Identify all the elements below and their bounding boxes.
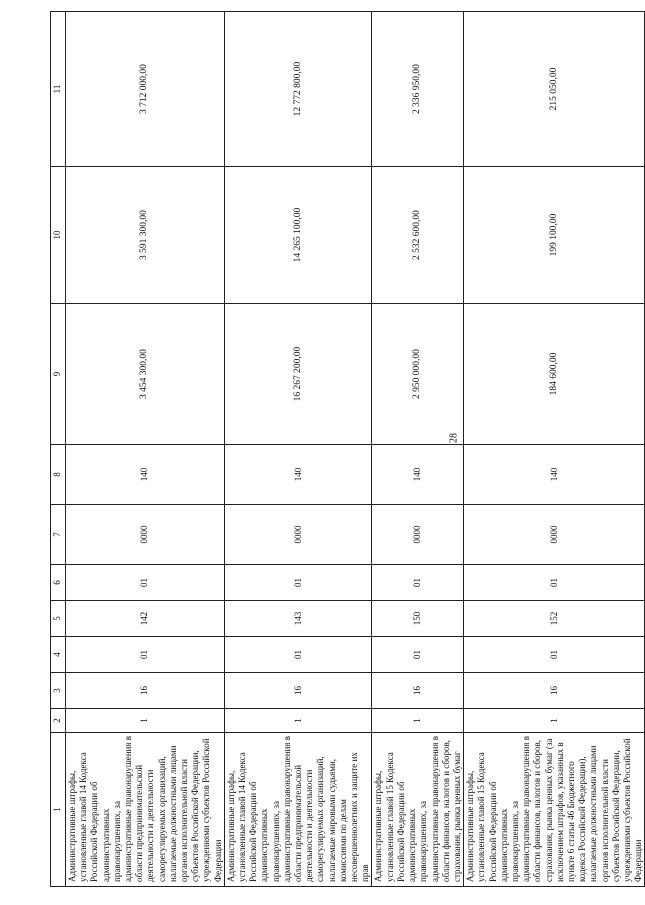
- code-cell: 0000: [464, 505, 645, 565]
- header-cell: 4: [51, 637, 66, 673]
- code-cell: 0000: [224, 505, 372, 565]
- code-cell: 0000: [372, 505, 464, 565]
- code-cell: 140: [224, 445, 372, 505]
- amount-cell: 2 950 000,00: [372, 304, 464, 445]
- amount-cell: 3 712 000,00: [66, 12, 225, 167]
- code-cell: 01: [66, 565, 225, 601]
- header-cell: 1: [51, 733, 66, 887]
- amount-cell: 2 532 600,00: [372, 167, 464, 304]
- revenue-description: Административные штрафы, установленные главой 14 Кодекса Российской Федерации об административных правонарушениях, за административные правонарушения в области предпринимательской деятельности и деятельности саморегулируемых организаций, налагаемые мировыми судьями, комиссиями по делам несовершеннолетних и защите их прав: [224, 733, 372, 887]
- amount-cell: 16 267 200,00: [224, 304, 372, 445]
- header-cell: 8: [51, 445, 66, 505]
- column-number-header-row: [51, 12, 66, 887]
- code-cell: 01: [66, 637, 225, 673]
- code-cell: 01: [464, 637, 645, 673]
- code-cell: 01: [464, 565, 645, 601]
- table-row: [372, 12, 464, 887]
- amount-cell: 184 600,00: [464, 304, 645, 445]
- header-cell: 6: [51, 565, 66, 601]
- header-cell: 7: [51, 505, 66, 565]
- amount-cell: 199 100,00: [464, 167, 645, 304]
- header-cell: 3: [51, 673, 66, 709]
- code-cell: 01: [224, 637, 372, 673]
- page-number: 28: [448, 433, 460, 443]
- amount-cell: 3 591 300,00: [66, 167, 225, 304]
- table-row: [224, 12, 372, 887]
- code-cell: 01: [372, 637, 464, 673]
- revenue-description: Административные штрафы, установленные главой 14 Кодекса Российской Федерации об административных правонарушениях, за административные правонарушения в области предпринимательской деятельности и деятельности саморегулируемых организаций, налагаемые должностными лицами органов исполнительной власти субъектов Российской Федерации, учреждениями субъектов Российской Федерации: [66, 733, 225, 887]
- code-cell: 01: [372, 565, 464, 601]
- header-cell: 10: [51, 167, 66, 304]
- code-cell: 143: [224, 601, 372, 637]
- table-row: [66, 12, 225, 887]
- code-cell: 1: [372, 709, 464, 733]
- header-cell: 11: [51, 12, 66, 167]
- table-row: [464, 12, 645, 887]
- amount-cell: 215 050,00: [464, 12, 645, 167]
- revenue-description: Административные штрафы, установленные главой 15 Кодекса Российской Федерации об административных правонарушениях, за административные правонарушения в области финансов, налогов и сборов, страхования, рынка ценных бумаг (за исключением штрафов, указанных в пункте 6 статьи 46 Бюджетного кодекса Российской Федерации), налагаемые должностными лицами органов исполнительной власти субъектов Российской Федерации, учреждениями субъектов Российской Федерации: [464, 733, 645, 887]
- code-cell: 150: [372, 601, 464, 637]
- code-cell: 16: [66, 673, 225, 709]
- amount-cell: 2 336 950,00: [372, 12, 464, 167]
- header-cell: 9: [51, 304, 66, 445]
- code-cell: 1: [464, 709, 645, 733]
- code-cell: 16: [224, 673, 372, 709]
- amount-cell: 12 772 800,00: [224, 12, 372, 167]
- code-cell: 01: [224, 565, 372, 601]
- code-cell: 1: [66, 709, 225, 733]
- code-cell: 0000: [66, 505, 225, 565]
- code-cell: 152: [464, 601, 645, 637]
- revenue-description: Административные штрафы, установленные главой 15 Кодекса Российской Федерации об административных правонарушениях, за административные правонарушения в области финансов, налогов и сборов, страхования, рынка ценных бумаг: [372, 733, 464, 887]
- amount-cell: 3 454 300,00: [66, 304, 225, 445]
- header-cell: 2: [51, 709, 66, 733]
- code-cell: 16: [372, 673, 464, 709]
- amount-cell: 14 265 100,00: [224, 167, 372, 304]
- code-cell: 1: [224, 709, 372, 733]
- code-cell: 140: [464, 445, 645, 505]
- code-cell: 140: [66, 445, 225, 505]
- code-cell: 16: [464, 673, 645, 709]
- budget-revenue-table: [50, 11, 645, 887]
- code-cell: 142: [66, 601, 225, 637]
- rotated-table-wrapper: [50, 12, 644, 887]
- code-cell: 140: [372, 445, 464, 505]
- header-cell: 5: [51, 601, 66, 637]
